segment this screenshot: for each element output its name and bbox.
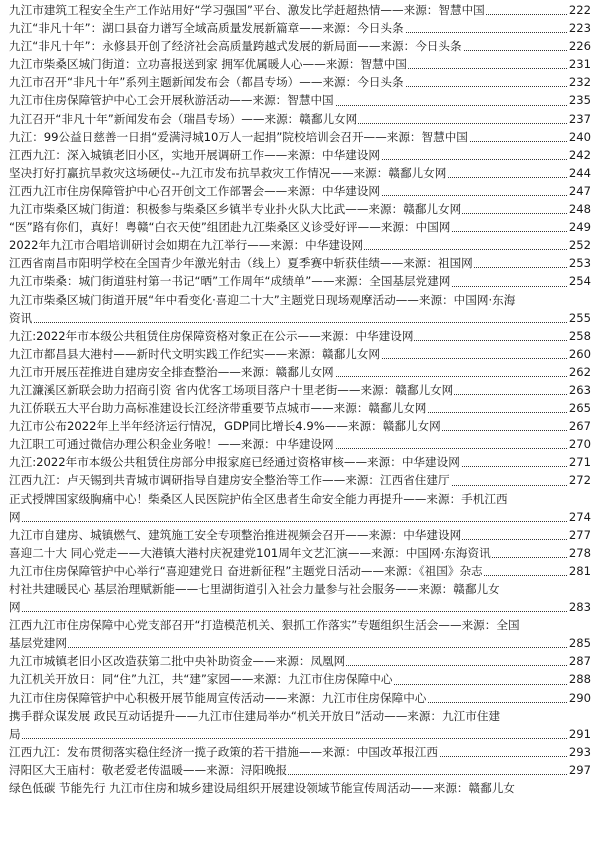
toc-entry[interactable] bbox=[9, 345, 591, 363]
toc-entry[interactable] bbox=[9, 526, 591, 544]
toc-page-number: 254 bbox=[568, 272, 591, 290]
toc-entry[interactable] bbox=[9, 91, 591, 109]
toc-entry-title: 九江市公布2022年上半年经济运行情况，GDP同比增长4.9%——来源：赣鄱儿女网 bbox=[9, 419, 441, 434]
toc-entry[interactable] bbox=[9, 37, 591, 55]
toc-entry[interactable] bbox=[9, 652, 591, 670]
toc-entry[interactable] bbox=[9, 761, 591, 779]
toc-entry-title: 浔阳区大王庙村：敬老爱老传温暖——来源：浔阳晚报 bbox=[9, 762, 288, 777]
toc-page-number: 285 bbox=[568, 634, 591, 652]
toc-entry-title: 江西省南昌市阳明学校在全国青少年激光射击（线上）夏季赛中斩获佳绩——来源：祖国网 bbox=[9, 256, 473, 271]
toc-page-number: 253 bbox=[568, 254, 591, 272]
toc-entry-title: 村社共建暖民心 基层治理赋新能——七里湖街道引入社会力量参与社会服务——来源：赣鄱儿女 bbox=[9, 582, 500, 596]
toc-page-number: 242 bbox=[568, 146, 591, 164]
toc-entry[interactable] bbox=[9, 616, 591, 652]
toc-entry-title: 九江市住房保障管护中心积极开展节能周宣传活动——来源：九江市住房保障中心 bbox=[9, 690, 427, 705]
toc-entry-title: 江西九江市住房保障管护中心召开创文工作部署会——来源：中华建设网 bbox=[9, 183, 381, 198]
toc-entry[interactable] bbox=[9, 689, 591, 707]
toc-page-number: 283 bbox=[568, 598, 591, 616]
toc-entry[interactable] bbox=[9, 707, 591, 743]
toc-entry-title: 九江市都昌县大港村——新时代文明实践工作纪实——来源：赣鄱儿女网 bbox=[9, 346, 381, 361]
toc-entry-title: 喜迎二十大 同心党走——大港镇大港村庆祝建党101周年文艺汇演——来源：中国网·东海资讯 bbox=[9, 545, 491, 560]
toc-entry-title: 九江:2022年市本级公共租赁住房保障资格对象正在公示——来源：中华建设网 bbox=[9, 328, 414, 343]
toc-page-number: 265 bbox=[568, 399, 591, 417]
toc-entry[interactable] bbox=[9, 544, 591, 562]
toc-entry[interactable] bbox=[9, 562, 591, 580]
toc-entry-title: 九江侨联五大平台助力高标准建设长江经济带重要节点城市——来源：赣鄱儿女网 bbox=[9, 401, 427, 416]
toc-page-number: 267 bbox=[568, 417, 591, 435]
toc-entry-title: 2022年九江市合唱培训研讨会如期在九江举行——来源：中华建设网 bbox=[9, 238, 364, 253]
leader-dots bbox=[9, 611, 571, 612]
toc-page-number: 270 bbox=[568, 435, 591, 453]
toc-entry-title: 绿色低碳 节能先行 九江市住房和城乡建设局组织开展建设领域节能宣传周活动——来源：赣鄱儿女 bbox=[9, 781, 515, 796]
toc-entry-title: 携手群众谋发展 政民互动话提升——九江市住建局举办“机关开放日”活动——来源：九江市住建 bbox=[9, 708, 501, 723]
toc-entry[interactable] bbox=[9, 490, 591, 526]
toc-entry[interactable] bbox=[9, 399, 591, 417]
toc-entry[interactable] bbox=[9, 779, 591, 797]
toc-entry-title: 九江市自建房、城镇燃气、建筑施工安全专项整治推进视频会召开——来源：中华建设网 bbox=[9, 527, 462, 542]
toc-entry-title: 九江市建筑工程安全生产工作站用好“学习强国”平台、激发比学赶超热情——来源：智慧中国 bbox=[9, 3, 485, 17]
toc-entry-title: 九江市柴桑区城门街道：立功喜报送到家 拥军优属暖人心——来源：智慧中国 bbox=[9, 57, 407, 72]
toc-page-number: 240 bbox=[568, 128, 591, 146]
toc-entry-title: 坚决打好打赢抗旱救灾这场硬仗--九江市发布抗旱救灾工作情况——来源：赣鄱儿女网 bbox=[9, 165, 447, 180]
toc-page-number: 244 bbox=[568, 164, 591, 182]
toc-entry[interactable] bbox=[9, 164, 591, 182]
toc-entry-title-cont: 局 bbox=[9, 726, 21, 741]
toc-page-number: 274 bbox=[568, 508, 591, 526]
toc-entry-title: 九江召开“非凡十年”新闻发布会（瑞昌专场）——来源：赣鄱儿女网 bbox=[9, 111, 358, 126]
toc-page-number: 262 bbox=[568, 363, 591, 381]
toc-entry-title: 九江：99公益日慈善一日捐“爱满浔城10万人一起捐”院校培训会召开——来源：智慧中国 bbox=[9, 129, 468, 144]
toc-page-number: 277 bbox=[568, 526, 591, 544]
toc-entry-title: 九江市城镇老旧小区改造获第二批中央补助资金——来源：凤凰网 bbox=[9, 654, 346, 669]
toc-entry[interactable] bbox=[9, 128, 591, 146]
toc-entry[interactable] bbox=[9, 55, 591, 73]
toc-entry[interactable] bbox=[9, 236, 591, 254]
toc-entry-title: 江西九江：卢天锡到共青城市调研指导自建房安全整治等工作——来源：江西省住建厅 bbox=[9, 473, 450, 488]
toc-entry[interactable] bbox=[9, 670, 591, 688]
toc-page-number: 231 bbox=[568, 55, 591, 73]
toc-entry-title: 九江市柴桑：城门街道驻村第一书记“晒”工作周年“成绩单”——来源：全国基层党建网 bbox=[9, 274, 451, 289]
toc-entry-title: 正式授牌国家级胸痛中心！柴桑区人民医院护佑全区患者生命安全能力再提升——来源：手机江西 bbox=[9, 491, 508, 506]
toc-page-number: 226 bbox=[568, 37, 591, 55]
leader-dots bbox=[9, 647, 571, 648]
toc-page-number: 291 bbox=[568, 725, 591, 743]
toc-page-number: 297 bbox=[568, 761, 591, 779]
toc-page-number: 260 bbox=[568, 345, 591, 363]
toc-page-number: 232 bbox=[568, 73, 591, 91]
toc-page-number: 235 bbox=[568, 91, 591, 109]
toc-entry-title-cont: 基层党建网 bbox=[9, 636, 67, 651]
toc-entry-title-cont: 资讯 bbox=[9, 310, 33, 325]
toc-entry[interactable] bbox=[9, 182, 591, 200]
toc-entry[interactable] bbox=[9, 19, 591, 37]
toc-page-number: 278 bbox=[568, 544, 591, 562]
toc-entry[interactable] bbox=[9, 453, 591, 471]
toc-entry-title-cont: 网 bbox=[9, 509, 21, 524]
toc-entry[interactable] bbox=[9, 200, 591, 218]
toc-page-number: 293 bbox=[568, 743, 591, 761]
toc-entry[interactable] bbox=[9, 146, 591, 164]
toc-page-number: 281 bbox=[568, 562, 591, 580]
toc-entry[interactable] bbox=[9, 471, 591, 489]
toc-page-number: 247 bbox=[568, 182, 591, 200]
toc-entry-title: 江西九江市住房保障中心党支部召开“打造模范机关、狠抓工作落实”专题组织生活会——来源：全国 bbox=[9, 618, 520, 633]
toc-entry[interactable] bbox=[9, 435, 591, 453]
toc-entry[interactable] bbox=[9, 110, 591, 128]
leader-dots bbox=[9, 322, 571, 323]
toc-entry-title: 九江市柴桑区城门街道开展“年中看变化·喜迎二十大”主题党日现场观摩活动——来源：中国网·东海 bbox=[9, 292, 516, 307]
leader-dots bbox=[9, 521, 571, 522]
toc-entry-title: 九江市住房保障管护中心举行“喜迎建党日 奋进新征程”主题党日活动——来源：《祖国》杂志 bbox=[9, 563, 483, 578]
toc-entry-title: 九江机关开放日：同“住”九江，共“建”家园——来源：九江市住房保障中心 bbox=[9, 672, 393, 687]
toc-entry[interactable] bbox=[9, 363, 591, 381]
toc-entry[interactable] bbox=[9, 381, 591, 399]
toc-entry-title: 九江“非凡十年”：永修县开创了经济社会高质量跨越式发展的新局面——来源：今日头条 bbox=[9, 39, 462, 54]
toc-entry[interactable] bbox=[9, 1, 591, 19]
toc-entry-title: 江西九江：深入城镇老旧小区，实地开展调研工作——来源：中华建设网 bbox=[9, 147, 381, 162]
toc-page-number: 249 bbox=[568, 218, 591, 236]
toc-entry-title: 九江职工可通过微信办理公积金业务啦！——来源：中华建设网 bbox=[9, 437, 334, 452]
toc-entry[interactable] bbox=[9, 743, 591, 761]
toc-entry-title: 九江市开展压茬推进自建房安全排查整治——来源：赣鄱儿女网 bbox=[9, 364, 334, 379]
toc-page-number: 223 bbox=[568, 19, 591, 37]
toc-entry-title-cont: 网 bbox=[9, 600, 21, 615]
toc-entry[interactable] bbox=[9, 327, 591, 345]
toc-entry-title: 九江“非凡十年”：湖口县奋力谱写全域高质量发展新篇章——来源：今日头条 bbox=[9, 21, 404, 36]
toc-entry[interactable] bbox=[9, 417, 591, 435]
toc-entry-title: 九江市柴桑区城门街道：积极参与柴桑区乡镇半专业扑火队大比武——来源：赣鄱儿女网 bbox=[9, 202, 462, 217]
toc-entry-title: 九江濂溪区新联会助力招商引资 省内优客工场项目落户十里老街——来源：赣鄱儿女网 bbox=[9, 382, 454, 397]
toc-page-number: 288 bbox=[568, 670, 591, 688]
toc-entry[interactable] bbox=[9, 291, 591, 327]
toc-entry[interactable] bbox=[9, 218, 591, 236]
table-of-contents bbox=[9, 1, 591, 797]
toc-entry-title: 九江:2022年市本级公共租赁住房部分申报家庭已经通过资格审核——来源：中华建设网 bbox=[9, 455, 460, 470]
toc-entry[interactable] bbox=[9, 254, 591, 272]
toc-page-number: 272 bbox=[568, 471, 591, 489]
toc-entry[interactable] bbox=[9, 580, 591, 616]
toc-entry-title: 江西九江：发布贯彻落实稳住经济一揽子政策的若干措施——来源：中国改革报江西 bbox=[9, 744, 438, 759]
toc-page-number: 252 bbox=[568, 236, 591, 254]
toc-page-number: 290 bbox=[568, 689, 591, 707]
toc-page-number: 222 bbox=[568, 1, 591, 19]
toc-page-number: 287 bbox=[568, 652, 591, 670]
toc-entry-title: 九江市召开“非凡十年”系列主题新闻发布会（都昌专场）——来源：今日头条 bbox=[9, 75, 404, 90]
toc-page-number: 271 bbox=[568, 453, 591, 471]
toc-page-number: 237 bbox=[568, 110, 591, 128]
toc-entry[interactable] bbox=[9, 73, 591, 91]
toc-page-number: 258 bbox=[568, 327, 591, 345]
toc-entry-title: 九江市住房保障管护中心工会开展秋游活动——来源：智慧中国 bbox=[9, 93, 334, 108]
toc-page-number: 263 bbox=[568, 381, 591, 399]
toc-page-number: 248 bbox=[568, 200, 591, 218]
toc-entry-title: “医”路有你们，真好！粤赣“白衣天使”组团赴九江柴桑区义诊受好评——来源：中国网 bbox=[9, 220, 451, 235]
leader-dots bbox=[9, 738, 571, 739]
toc-entry[interactable] bbox=[9, 272, 591, 290]
toc-page-number: 255 bbox=[568, 309, 591, 327]
